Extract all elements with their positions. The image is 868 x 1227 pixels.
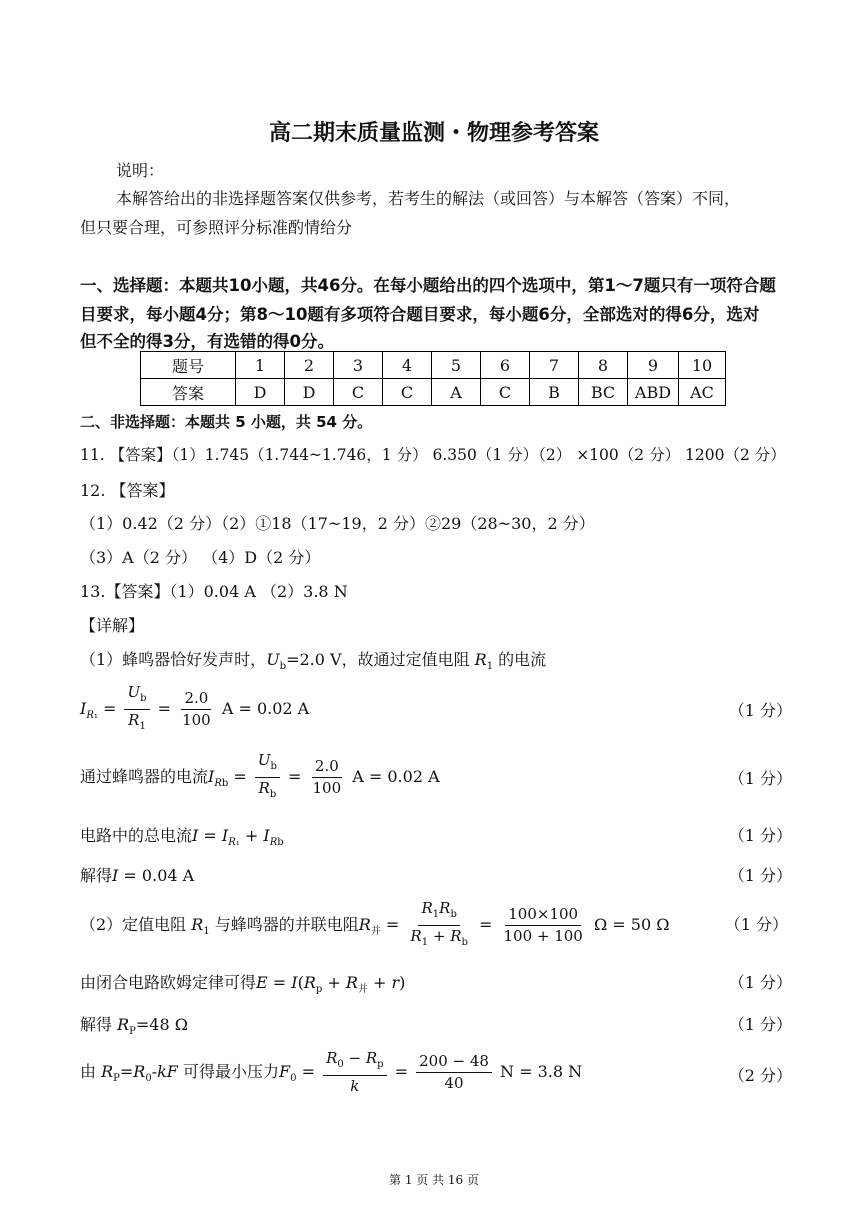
fraction-r1rb: $\frac{R_1R_b}{R_1 + R_b}$ [410,899,468,948]
table-cell: BC [579,379,628,406]
notes-label: 说明： [116,161,165,180]
table-cell: 5 [432,352,481,379]
equation-prefix: 通过蜂鸣器的电流 [80,767,209,786]
fraction-r0-rp-k: $\frac{R_0 - R_p}{k}$ [323,1050,386,1095]
equation-solve-i: 解得I = 0.04 A [80,866,195,885]
symbol-r1: R [474,650,487,669]
table-cell: C [334,379,383,406]
q13-part1-text-a: （1）蜂鸣器恰好发声时， [80,650,267,669]
symbol-ub: U [266,650,280,669]
section2-heading: 二、非选择题：本题共 5 小题，共 54 分。 [80,413,373,431]
score-label: （1 分） [724,915,788,934]
q12-line-2: （3）A（2 分） （4）D（2 分） [80,548,321,567]
table-cell: AC [679,379,726,406]
fraction-value: $\frac{200 - 48}{40}$ [416,1053,492,1092]
table-cell: 9 [628,352,679,379]
equation-result: A = 0.02 A [221,699,310,718]
equation-parallel-resistance: （2）定值电阻 $R_1$ 与蜂鸣器的并联电阻$R_并$ = $\frac{R_1R_b}{R_1 + R_b}$ = $\frac{100\times 100}{100 + 100}$ Ω = 50 Ω [80,900,670,951]
equation-mid-text: 与蜂鸣器的并联电阻 [209,915,359,934]
equation-result: =48 Ω [135,1015,188,1034]
table-row-answers [141,379,726,406]
table-cell: 3 [334,352,383,379]
equation-prefix: 电路中的总电流 [80,826,193,845]
section1-line-1: 一、选择题：本题共10小题，共46分。在每小题给出的四个选项中，第1～7题只有一项符合题 [80,276,776,295]
table-cell: 6 [481,352,530,379]
equation-result: Ω = 50 Ω [593,915,670,934]
q13-part1-text-c: 的电流 [493,650,547,669]
equation-min-force: 由 $R_P=R_0-kF$ 可得最小压力$F_0$ = $\frac{R_0 - R_p}{k}$ = $\frac{200 - 48}{40}$ N = 3.8 N [80,1049,583,1095]
q13-part1-intro [80,647,546,672]
table-row-label: 题号 [141,352,236,379]
fraction-value: $\frac{2.0}{100}$ [182,689,211,729]
page-footer: 第 1 页 共 16 页 [389,1173,479,1187]
equation-result: N = 3.8 N [500,1062,583,1081]
table-cell: 7 [530,352,579,379]
score-label: （1 分） [728,1015,792,1034]
table-cell: 2 [285,352,334,379]
table-cell: A [432,379,481,406]
table-cell: C [383,379,432,406]
table-row-label: 答案 [141,379,236,406]
notes-line-2: 但只要合理，可参照评分标准酌情给分 [80,218,353,237]
q13-part1-text-b: =2.0 V，故通过定值电阻 [286,650,475,669]
table-cell: D [236,379,285,406]
q13-detail-label: 【详解】 [80,616,145,635]
score-label: （1 分） [728,701,792,720]
table-cell: ABD [628,379,679,406]
q12-line-1: （1）0.42（2 分）（2）①18（17~19，2 分）②29（28~30，2 分） [80,514,595,533]
fraction-value: $\frac{2.0}{100}$ [312,757,342,797]
equation-result: A = 0.02 A [352,767,440,786]
equation-result: = 0.04 A [118,866,195,885]
fraction-value: $\frac{100\times 100}{100 + 100}$ [503,905,583,945]
score-label: （1 分） [728,973,792,992]
section1-line-3: 但不全的得3分，有选错的得0分。 [80,332,334,351]
q11-answer: 11. 【答案】（1）1.745（1.744~1.746，1 分） 6.350（1 分）（2） ×100（2 分） 1200（2 分） [80,446,786,464]
subscript-1: 1 [486,661,494,673]
equation-ohms-law: 由闭合电路欧姆定律可得$E = I(R_p + R_并 + r)$ [80,973,406,996]
notes-line-1: 本解答给出的非选择题答案仅供参考，若考生的解法（或回答）与本解答（答案）不同， [116,189,741,208]
table-cell: C [481,379,530,406]
equation-solve-rp: 解得 $R_P=48$ Ω [80,1015,188,1038]
table-cell: B [530,379,579,406]
score-label: （1 分） [728,826,792,845]
table-row-numbers [141,352,726,379]
fraction-ub-rb: $\frac{U_b}{R_b}$ [255,752,280,803]
fraction-ub-r1: $\frac{U_b}{R_1}$ [124,684,149,735]
page-title: 高二期末质量监测・物理参考答案 [268,121,599,146]
equation-ir1: $I_{R_1}$ = $\frac{U_b}{R_1}$ = $\frac{2.0}{100}$ A = 0.02 A [80,684,309,735]
equation-irb: 通过蜂鸣器的电流$I_{Rb}$ = $\frac{U_b}{R_b}$ = $\frac{2.0}{100}$ A = 0.02 A [80,752,440,803]
equation-mid-text: 可得最小压力 [177,1062,279,1081]
table-cell: 8 [579,352,628,379]
score-label: （1 分） [728,866,792,885]
equation-prefix: 解得 [80,866,113,885]
equation-total-current: 电路中的总电流$I = I_{R_1} + I_{Rb}$ [80,826,284,849]
equation-prefix: 由 [80,1062,102,1081]
table-cell: 4 [383,352,432,379]
equation-prefix: 由闭合电路欧姆定律可得 [80,973,257,992]
table-cell: 1 [236,352,285,379]
section1-line-2: 目要求，每小题4分；第8～10题有多项符合题目要求，每小题6分，全部选对的得6分，选对 [80,305,760,324]
subscript-b: b [279,661,287,673]
answer-table [140,351,726,406]
table-cell: 10 [679,352,726,379]
score-label: （1 分） [728,769,792,788]
score-label: （2 分） [728,1066,792,1085]
equation-prefix: 解得 [80,1015,118,1034]
q13-head: 13.【答案】（1）0.04 A （2）3.8 N [80,582,348,601]
q12-head: 12. 【答案】 [80,481,175,500]
table-cell: D [285,379,334,406]
equation-prefix: （2）定值电阻 [80,915,192,934]
